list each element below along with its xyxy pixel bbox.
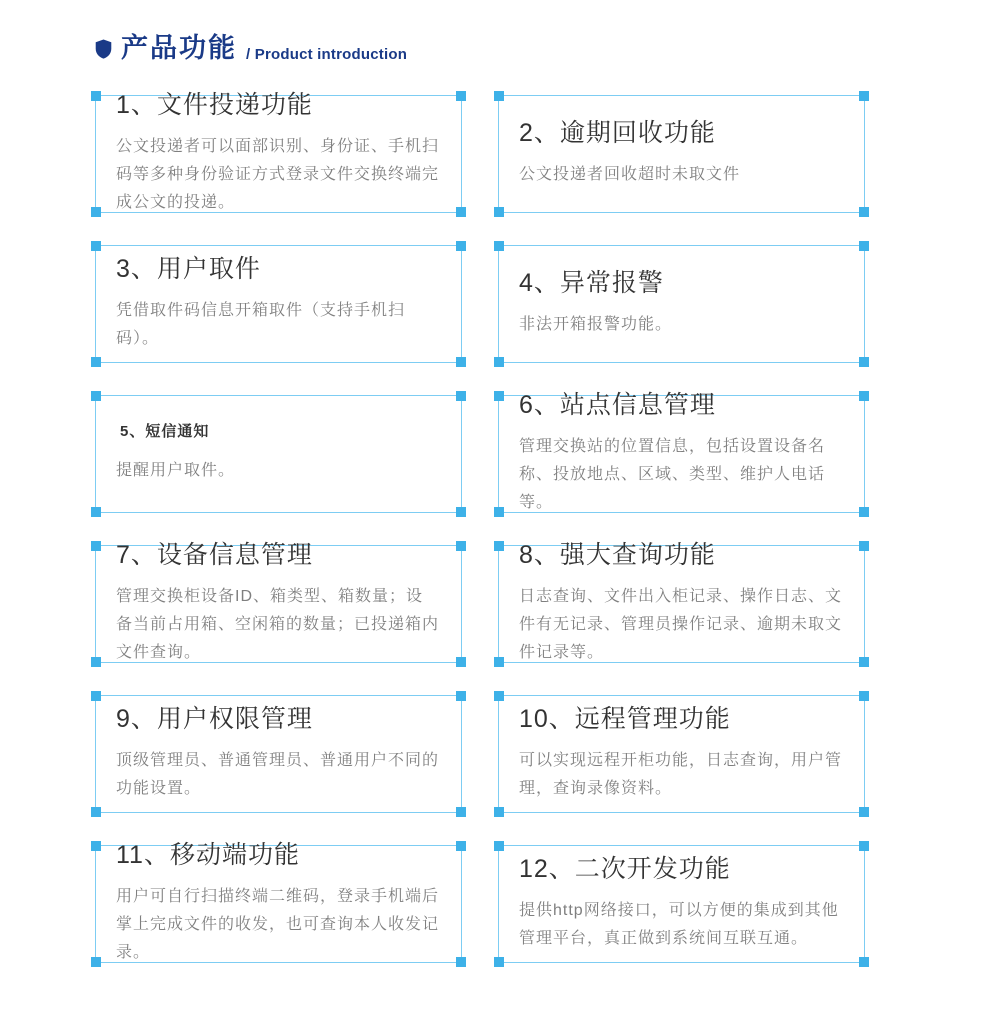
corner-marker-top-right [456,691,466,701]
feature-card-description: 凭借取件码信息开箱取件（支持手机扫码）。 [116,301,406,347]
corner-marker-top-left [494,841,504,851]
corner-marker-bottom-left [91,357,101,367]
feature-card [498,541,865,663]
corner-marker-top-right [456,391,466,401]
corner-marker-bottom-right [859,957,869,967]
feature-card-description: 可以实现远程开柜功能，日志查询，用户管理，查询录像资料。 [519,751,843,797]
corner-marker-top-left [494,391,504,401]
corner-marker-top-right [456,541,466,551]
corner-marker-bottom-right [859,357,869,367]
feature-card [498,845,865,963]
feature-card-description: 顶级管理员、普通管理员、普通用户不同的功能设置。 [116,751,440,797]
corner-marker-bottom-right [456,957,466,967]
feature-card-description: 管理交换站的位置信息，包括设置设备名称、投放地点、区域、类型、维护人电话等。 [519,437,826,511]
feature-card-title: 11、移动端功能 [116,841,300,870]
corner-marker-bottom-left [494,357,504,367]
feature-card [95,91,462,213]
feature-card-title: 7、设备信息管理 [116,541,313,570]
corner-marker-bottom-left [494,807,504,817]
corner-marker-bottom-right [456,357,466,367]
feature-card-title: 2、逾期回收功能 [519,119,716,148]
page-subtitle: / Product introduction [246,46,408,63]
feature-card [95,841,462,963]
corner-marker-top-left [91,241,101,251]
page-header [95,30,1000,66]
corner-marker-bottom-right [456,207,466,217]
feature-card [498,95,865,213]
corner-marker-top-right [859,391,869,401]
shield-icon [95,38,112,60]
corner-marker-top-left [494,691,504,701]
corner-marker-bottom-left [91,657,101,667]
feature-card-description: 提供http网络接口，可以方便的集成到其他管理平台，真正做到系统间互联互通。 [519,901,839,947]
feature-grid [95,91,865,963]
feature-card-title: 5、短信通知 [120,423,210,441]
corner-marker-top-right [456,841,466,851]
feature-card [95,541,462,663]
corner-marker-top-right [859,91,869,101]
feature-card [95,395,462,513]
corner-marker-bottom-right [859,507,869,517]
corner-marker-bottom-left [91,807,101,817]
corner-marker-top-left [91,691,101,701]
corner-marker-bottom-left [494,507,504,517]
feature-card [95,695,462,813]
corner-marker-top-left [91,391,101,401]
corner-marker-top-right [859,541,869,551]
corner-marker-top-right [456,91,466,101]
feature-card-description: 提醒用户取件。 [116,461,236,479]
feature-card-title: 1、文件投递功能 [116,91,313,120]
feature-card-title: 9、用户权限管理 [116,705,313,734]
feature-card-title: 3、用户取件 [116,255,261,284]
feature-card [95,245,462,363]
corner-marker-top-left [91,541,101,551]
feature-card-title: 10、远程管理功能 [519,705,731,734]
corner-marker-top-left [494,241,504,251]
page-title: 产品功能 [121,33,237,63]
corner-marker-bottom-right [456,657,466,667]
corner-marker-bottom-right [456,807,466,817]
corner-marker-bottom-right [859,657,869,667]
corner-marker-bottom-left [494,657,504,667]
corner-marker-bottom-left [494,207,504,217]
corner-marker-bottom-right [859,807,869,817]
corner-marker-bottom-right [456,507,466,517]
feature-card [498,245,865,363]
corner-marker-top-left [494,541,504,551]
corner-marker-bottom-left [494,957,504,967]
corner-marker-bottom-left [91,207,101,217]
corner-marker-bottom-left [91,507,101,517]
corner-marker-top-right [859,241,869,251]
corner-marker-top-right [859,841,869,851]
feature-card-description: 用户可自行扫描终端二维码，登录手机端后掌上完成文件的收发，也可查询本人收发记录。 [116,887,440,961]
feature-card-description: 非法开箱报警功能。 [519,315,673,333]
feature-card-description: 公文投递者回收超时未取文件 [519,165,741,183]
corner-marker-top-right [456,241,466,251]
feature-card-title: 4、异常报警 [519,269,664,298]
feature-card-description: 日志查询、文件出入柜记录、操作日志、文件有无记录、管理员操作记录、逾期未取文件记录等。 [519,587,843,661]
feature-card-title: 12、二次开发功能 [519,855,731,884]
corner-marker-top-right [859,691,869,701]
feature-card [498,391,865,513]
feature-card-title: 6、站点信息管理 [519,391,716,420]
feature-card-description: 管理交换柜设备ID、箱类型、箱数量；设备当前占用箱、空闲箱的数量；已投递箱内文件查询。 [116,587,440,661]
feature-card-description: 公文投递者可以面部识别、身份证、手机扫码等多种身份验证方式登录文件交换终端完成公文的投递。 [116,137,440,211]
corner-marker-bottom-right [859,207,869,217]
feature-card [498,695,865,813]
corner-marker-bottom-left [91,957,101,967]
corner-marker-top-left [91,91,101,101]
feature-card-title: 8、强大查询功能 [519,541,716,570]
corner-marker-top-left [91,841,101,851]
corner-marker-top-left [494,91,504,101]
